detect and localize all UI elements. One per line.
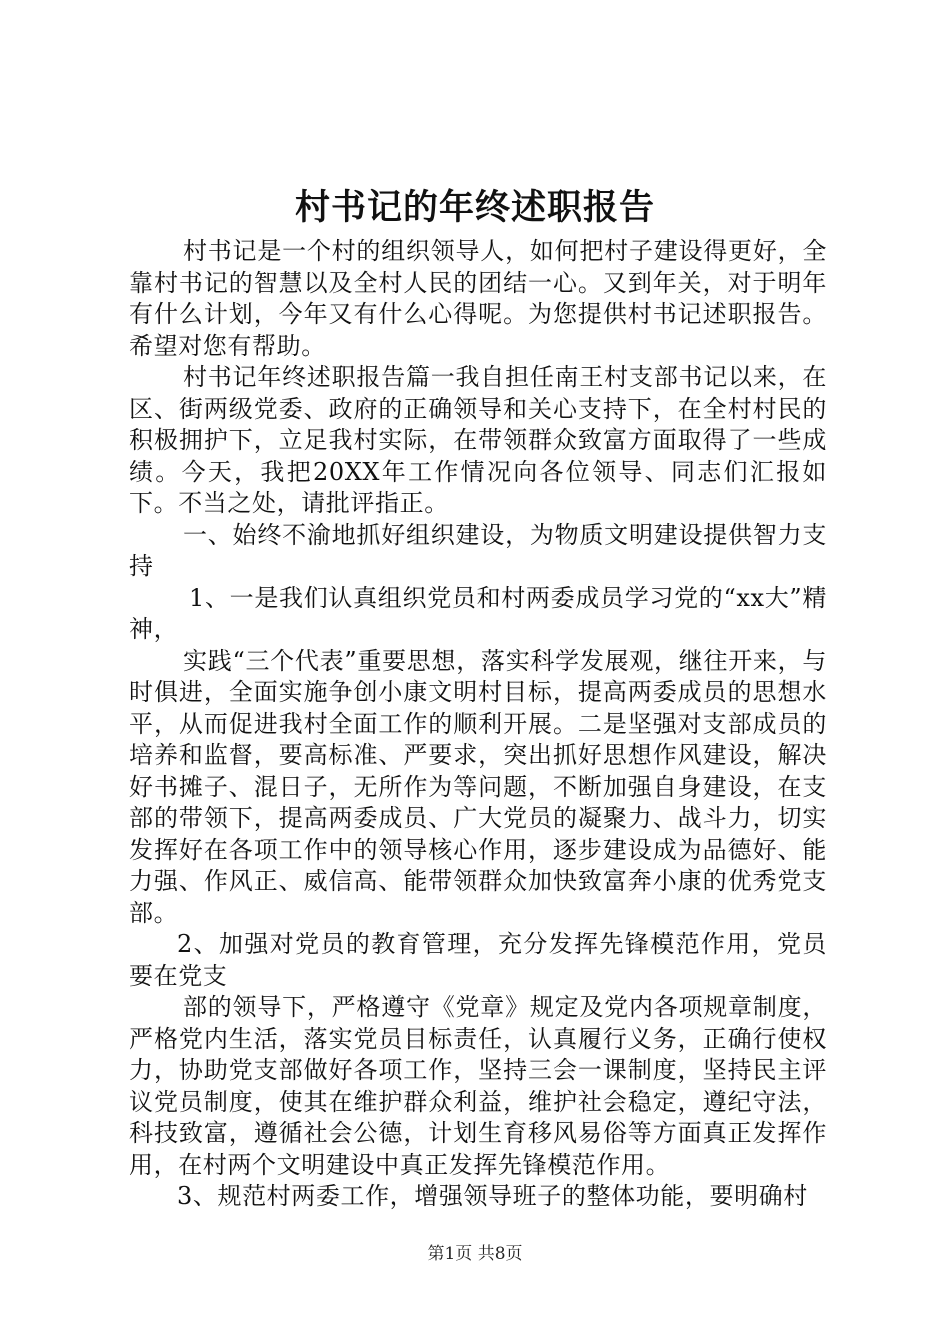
item-1-heading: 1、一是我们认真组织党员和村两委成员学习党的“xx大”精神， <box>129 583 827 643</box>
item-1-body: 实践“三个代表”重要思想，落实科学发展观，继往开来，与时俱进，全面实施争创小康文明村目标，提高两委成员的思想水平，从而促进我村全面工作的顺利开展。二是坚强对支部成员的培养和监督，要高标准、严要求，突出抓好思想作风建设，解决好书摊子、混日子，无所作为等问题，不断加强自身建设，在支部的带领下，提高两委成员、广大党员的凝聚力、战斗力，切实发挥好在各项工作中的领导核心作用，逐步建设成为品德好、能力强、作风正、威信高、能带领群众加快致富奔小康的优秀党支部。 <box>129 646 827 927</box>
item-3-heading: 3、规范村两委工作，增强领导班子的整体功能，要明确村 <box>177 1182 808 1210</box>
paragraph-intro: 村书记是一个村的组织领导人，如何把村子建设得更好，全靠村书记的智慧以及全村人民的团结一心。又到年关，对于明年有什么计划，今年又有什么心得呢。为您提供村书记述职报告。希望对您有帮助。 <box>129 237 827 360</box>
document-title: 村书记的年终述职报告 <box>294 187 655 228</box>
item-2-body: 部的领导下，严格遵守《党章》规定及党内各项规章制度，严格党内生活，落实党员目标责任，认真履行义务，正确行使权力，协助党支部做好各项工作，坚持三会一课制度，坚持民主评议党员制度，使其在维护群众利益，维护社会稳定，遵纪守法，科技致富，遵循社会公德，计划生育移风易俗等方面真正发挥作用，在村两个文明建设中真正发挥先锋模范作用。 <box>129 993 827 1179</box>
item-2-heading: 2、加强对党员的教育管理，充分发挥先锋模范作用，党员要在党支 <box>129 930 827 990</box>
page-number-footer: 第1页 共8页 <box>427 1244 523 1264</box>
document-body <box>129 236 827 1213</box>
section-heading-1: 一、始终不渝地抓好组织建设，为物质文明建设提供智力支持 <box>129 520 827 580</box>
paragraph-report-opening: 村书记年终述职报告篇一我自担任南王村支部书记以来，在区、街两级党委、政府的正确领导和关心支持下，在全村村民的积极拥护下，立足我村实际，在带领群众致富方面取得了一些成绩。今天，我把20XX年工作情况向各位领导、同志们汇报如下。不当之处，请批评指正。 <box>129 363 827 517</box>
